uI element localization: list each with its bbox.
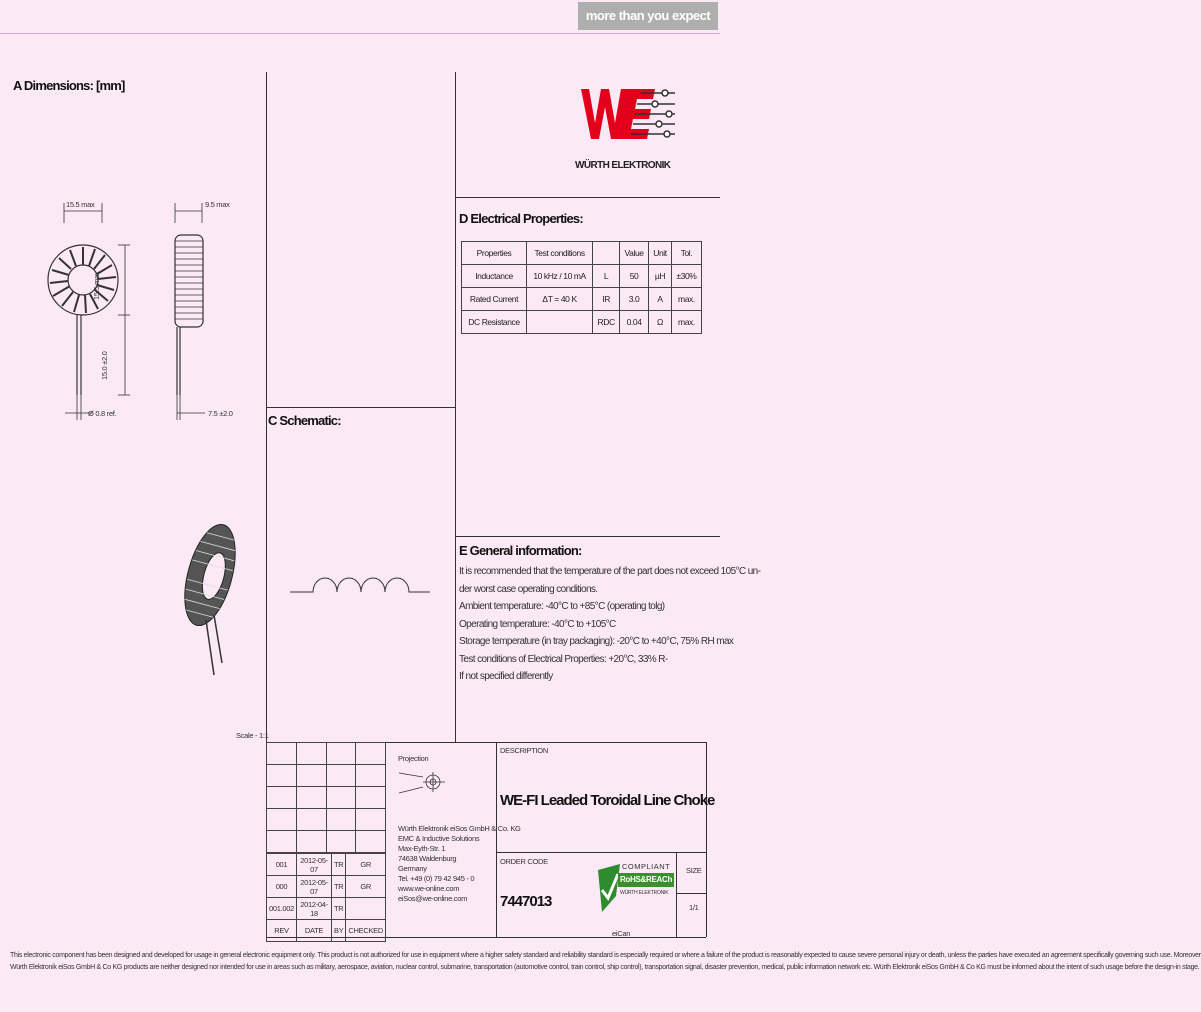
- dimension-drawing: [40, 195, 270, 435]
- company-line: Tel. +49 (0) 79 42 945 - 0: [398, 874, 475, 883]
- header-symbol: [593, 242, 620, 265]
- general-line: der worst case operating conditions.: [459, 583, 598, 595]
- header-divider: [0, 33, 720, 34]
- disclaimer-footer: [10, 950, 1201, 974]
- table-header-row: [462, 242, 702, 265]
- order-code-label: ORDER CODE: [500, 857, 548, 866]
- table-row: [267, 854, 386, 876]
- revision-table: [266, 853, 386, 942]
- cell-symbol: L: [593, 265, 620, 288]
- table-row: [267, 898, 386, 920]
- cell-property: Rated Current: [462, 288, 527, 311]
- dim-height: 15.5 max: [92, 271, 101, 300]
- cell-unit: A: [649, 288, 672, 311]
- rev-by: TR: [332, 854, 346, 876]
- general-line: Operating temperature: -40°C to +105°C: [459, 618, 616, 630]
- general-info-text: [459, 563, 761, 686]
- general-top-rule: [455, 536, 720, 537]
- rev-date: 2012-05-07: [297, 876, 332, 898]
- product-3d-view: [170, 515, 250, 680]
- order-code: 7447013: [500, 893, 552, 910]
- rev-checked: GR: [346, 854, 386, 876]
- header-unit: Unit: [649, 242, 672, 265]
- cell-condition: ΔT = 40 K: [527, 288, 593, 311]
- cell-value: 50: [620, 265, 649, 288]
- rohs-reach-badge: [594, 860, 672, 916]
- size-divider: [676, 852, 677, 937]
- dimensions-title: A Dimensions: [mm]: [13, 78, 125, 93]
- wurth-logo: [575, 83, 685, 173]
- cell-property: DC Resistance: [462, 311, 527, 334]
- company-line: Germany: [398, 864, 427, 873]
- cell-tolerance: ±30%: [671, 265, 701, 288]
- brand-name: WÜRTH ELEKTRONIK: [575, 160, 671, 171]
- we-logo-icon: [575, 83, 685, 158]
- header-value: Value: [620, 242, 649, 265]
- table-row: [462, 288, 702, 311]
- projection-label: Projection: [398, 754, 429, 763]
- rev-number: 001: [267, 854, 297, 876]
- table-row: [267, 920, 386, 942]
- general-line: Storage temperature (in tray packaging): -20°C to +40°C, 75% RH max: [459, 636, 734, 647]
- electrical-top-rule: [455, 197, 720, 198]
- cell-symbol: IR: [593, 288, 620, 311]
- titleblock-right-rule: [706, 742, 707, 937]
- rev-header: DATE: [297, 920, 332, 942]
- cell-tolerance: max.: [671, 288, 701, 311]
- cell-value: 0.04: [620, 311, 649, 334]
- order-code-rule: [496, 852, 706, 853]
- company-line: Max-Eyth-Str. 1: [398, 844, 446, 853]
- rev-checked: [346, 898, 386, 920]
- cell-unit: Ω: [649, 311, 672, 334]
- frame-divider-right: [455, 72, 456, 742]
- company-line: 74638 Waldenburg: [398, 854, 457, 863]
- size-label: SIZE: [686, 866, 702, 875]
- general-line: Test conditions of Electrical Properties: +20°C, 33% R-: [459, 653, 668, 665]
- dim-lead-pitch: 7.5 ±2.0: [208, 409, 233, 418]
- general-title: E General information:: [459, 543, 582, 558]
- compliant-brand: WÜRTH ELEKTRONIK: [620, 890, 669, 896]
- electrical-properties-table: [461, 241, 702, 334]
- table-row: [462, 265, 702, 288]
- rev-number: 001.002: [267, 898, 297, 920]
- cell-condition: 10 kHz / 10 mA: [527, 265, 593, 288]
- general-line: Ambient temperature: -40°C to +85°C (operating tolg): [459, 601, 665, 612]
- rev-by: TR: [332, 876, 346, 898]
- cell-symbol: RDC: [593, 311, 620, 334]
- compliant-label: COMPLIANT: [622, 862, 671, 871]
- revision-grid-empty: [266, 742, 386, 853]
- page-number: 1/1: [689, 903, 699, 912]
- table-row: [267, 876, 386, 898]
- cell-condition: [527, 311, 593, 334]
- product-name: WE-FI Leaded Toroidal Line Choke: [500, 792, 715, 809]
- rev-date: 2012-04-18: [297, 898, 332, 920]
- company-line: EMC & Inductive Solutions: [398, 834, 480, 843]
- company-line: www.we-online.com: [398, 884, 460, 893]
- dim-lead-diameter: Ø 0.8 ref.: [88, 409, 117, 418]
- size-page-rule: [676, 893, 706, 894]
- cell-tolerance: max.: [671, 311, 701, 334]
- rev-header: BY: [332, 920, 346, 942]
- description-label: DESCRIPTION: [500, 746, 548, 755]
- cell-value: 3.0: [620, 288, 649, 311]
- header-properties: Properties: [462, 242, 527, 265]
- checkmark-leaf-icon: [594, 860, 624, 916]
- rohs-reach-label: RoHS&REACh: [618, 873, 674, 887]
- rev-checked: GR: [346, 876, 386, 898]
- slogan-banner: more than you expect: [578, 2, 718, 30]
- company-line: eiSos@we-online.com: [398, 894, 468, 903]
- cell-property: Inductance: [462, 265, 527, 288]
- rev-number: 000: [267, 876, 297, 898]
- business-unit: eiCan: [612, 929, 631, 938]
- schematic-top-rule: [266, 407, 455, 408]
- general-line: If not specified differently: [459, 671, 553, 682]
- cell-unit: µH: [649, 265, 672, 288]
- rev-by: TR: [332, 898, 346, 920]
- rev-header: CHECKED: [346, 920, 386, 942]
- projection-symbol-icon: [395, 765, 455, 800]
- footer-line: This electronic component has been designed and developed for usage in general electronic equipment only. This product is not authorized for use in equipment where a higher safety standard and reliability standard is especially required or where a failure of the product is reasonably expected to cause severe personal injury or death, unless the parties have executed an agreement specifically governing such use. Moreover: [10, 952, 1201, 959]
- footer-line: Würth Elektronik eiSos GmbH & Co KG products are neither designed nor intended for use in areas such as military, aerospace, aviation, nuclear control, submarine, transportation (automotive control, train control, ship control), transportation signal, disaster prevention, medical, public information network etc. Würth Elektronik eiSos GmbH & Co KG must be informed about the intent of such usage before the design-in stage.: [10, 964, 1200, 971]
- table-row: [462, 311, 702, 334]
- scale-label: Scale - 1:1: [236, 731, 269, 740]
- dim-lead-length: 15.0 ±2.0: [100, 351, 109, 380]
- inductor-schematic: [285, 555, 435, 605]
- rev-date: 2012-05-07: [297, 854, 332, 876]
- dim-width-front: 15.5 max: [66, 200, 95, 209]
- general-line: It is recommended that the temperature of the part does not exceed 105°C un-: [459, 566, 761, 577]
- header-tolerance: Tol.: [671, 242, 701, 265]
- electrical-title: D Electrical Properties:: [459, 211, 583, 226]
- company-line: Würth Elektronik eiSos GmbH & Co. KG: [398, 824, 521, 833]
- schematic-title: C Schematic:: [268, 413, 341, 428]
- rev-header: REV: [267, 920, 297, 942]
- dim-width-side: 9.5 max: [205, 200, 230, 209]
- header-test-conditions: Test conditions: [527, 242, 593, 265]
